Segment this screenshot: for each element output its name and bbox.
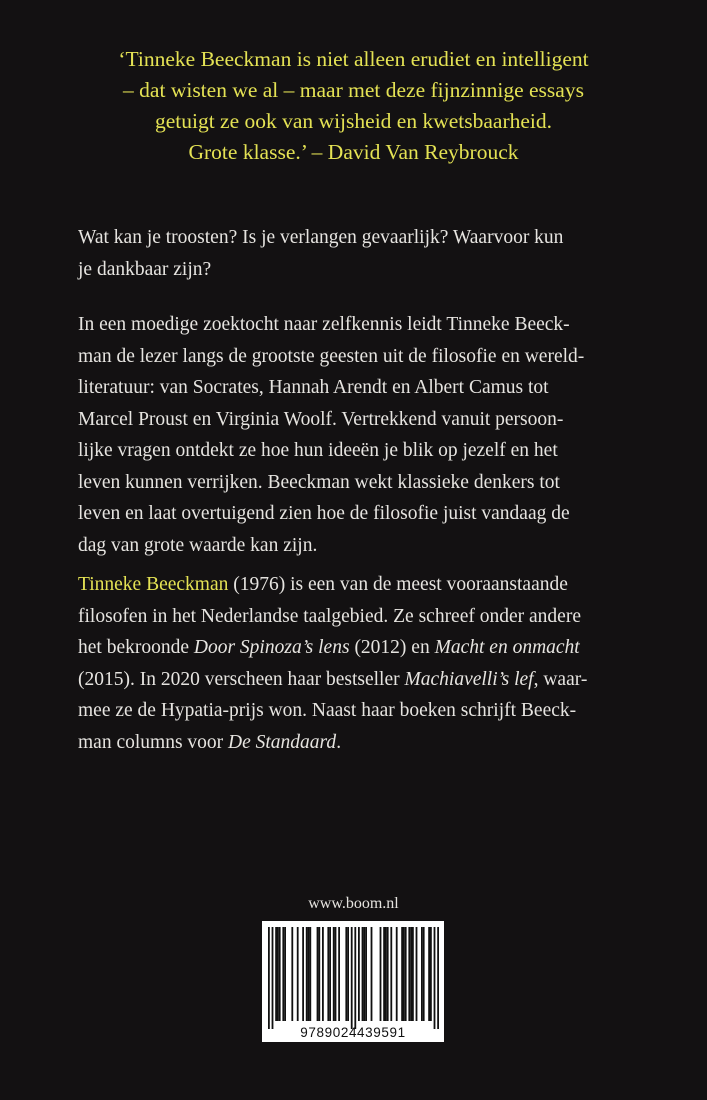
barcode-bar (380, 927, 382, 1021)
barcode-bar (291, 927, 293, 1021)
barcode-bar (401, 927, 403, 1021)
description-line: literatuur: van Socrates, Hannah Arendt en Albert Camus tot (78, 377, 549, 398)
barcode-bar (423, 927, 425, 1021)
barcode-bar (430, 927, 432, 1021)
description-line: dag van grote waarde kan zijn. (78, 534, 318, 556)
barcode-bar (306, 927, 308, 1021)
description-line: lijke vragen ontdekt ze hoe hun ideeën je blik op jezelf en het (78, 440, 558, 461)
author-name: Tinneke Beeckman (78, 574, 229, 595)
barcode-bar (335, 927, 337, 1021)
publisher-url: www.boom.nl (308, 895, 399, 912)
barcode-bar (327, 927, 329, 1021)
barcode-bar (279, 927, 281, 1021)
bio-line: (2015). In 2020 verscheen haar bestseller Machiavelli’s lef, waar- (78, 668, 588, 690)
barcode-bar (268, 927, 270, 1029)
barcode-bar (437, 927, 439, 1029)
barcode-bar (354, 927, 356, 1029)
description-line: In een moedige zoektocht naar zelfkennis leidt Tinneke Beeck- (78, 314, 570, 335)
barcode-bar (322, 927, 324, 1021)
barcode-bar (410, 927, 412, 1021)
blurb-quote (60, 44, 647, 168)
description-line: Marcel Proust en Virginia Woolf. Vertrekkend vanuit persoon- (78, 408, 564, 430)
barcode-bar (308, 927, 310, 1021)
book-title: Door Spinoza’s lens (193, 637, 350, 658)
barcode-bar (403, 927, 405, 1021)
barcode-bar (317, 927, 319, 1021)
barcode-bar (383, 927, 385, 1021)
barcode-bar (297, 927, 299, 1021)
barcode-bar (412, 927, 414, 1021)
book-description (78, 309, 638, 561)
barcode-bar (309, 927, 311, 1021)
barcode-bar (347, 927, 349, 1021)
bio-line: Tinneke Beeckman (1976) is een van de meest vooraanstaande (78, 574, 568, 595)
barcode-bar (405, 927, 407, 1021)
bio-line: filosofen in het Nederlandse taalgebied. Ze schreef onder andere (78, 605, 581, 627)
barcode-bar (365, 927, 367, 1021)
barcode-bar (390, 927, 392, 1021)
author-bio (78, 569, 638, 758)
barcode-bar (345, 927, 347, 1021)
barcode-digits: 9789024439591 (300, 1025, 406, 1040)
barcode-bar (421, 927, 423, 1021)
intro-line: je dankbaar zijn? (78, 258, 212, 280)
barcode-bar (385, 927, 387, 1021)
quote-line: – dat wisten we al – maar met deze fijnzinnige essays (123, 78, 584, 102)
barcode-bar (428, 927, 430, 1021)
quote-line: getuigt ze ook van wijsheid en kwetsbaarheid. (154, 109, 553, 133)
barcode-bar (333, 927, 335, 1021)
isbn-barcode (262, 921, 444, 1042)
barcode-bar (396, 927, 398, 1021)
barcode-bar (434, 927, 436, 1029)
barcode-bar (351, 927, 353, 1029)
barcode-bar (272, 927, 274, 1029)
barcode-bar (302, 927, 304, 1021)
barcode-bar (338, 927, 340, 1021)
quote-line: ‘Tinneke Beeckman is niet alleen erudiet en intelligent (118, 47, 589, 71)
description-line: leven kunnen verrijken. Beeckman wekt klassieke denkers tot (78, 471, 560, 493)
bio-line: mee ze de Hypatia-prijs won. Naast haar boeken schrijft Beeck- (78, 700, 577, 721)
barcode-bar (282, 927, 284, 1021)
book-title: Machiavelli’s lef (404, 668, 534, 690)
description-line: leven en laat overtuigend zien hoe de filosofie juist vandaag de (78, 503, 570, 524)
barcode-bar (408, 927, 410, 1021)
barcode-bar (387, 927, 389, 1021)
barcode-bar (358, 927, 360, 1021)
book-title: Macht en onmacht (434, 637, 580, 658)
barcode-bar (329, 927, 331, 1021)
barcode-bar (277, 927, 279, 1021)
barcode-bar (363, 927, 365, 1021)
quote-line: Grote klasse.’ – David Van Reybrouck (188, 140, 519, 164)
intro-line: Wat kan je troosten? Is je verlangen gevaarlijk? Waarvoor kun (78, 227, 564, 248)
barcode-bar (318, 927, 320, 1021)
barcode-bar (275, 927, 277, 1021)
barcode-bar (371, 927, 373, 1021)
barcode-bar (362, 927, 364, 1021)
bio-line: man columns voor De Standaard. (78, 731, 342, 753)
barcode-bar (416, 927, 418, 1021)
bio-line: het bekroonde Door Spinoza’s lens (2012) en Macht en onmacht (78, 637, 580, 658)
barcode-icon (262, 921, 444, 1042)
barcode-bar (284, 927, 286, 1021)
newspaper-title: De Standaard (228, 731, 337, 753)
description-line: man de lezer langs de grootste geesten uit de filosofie en wereld- (78, 345, 585, 367)
intro-questions (78, 222, 638, 285)
